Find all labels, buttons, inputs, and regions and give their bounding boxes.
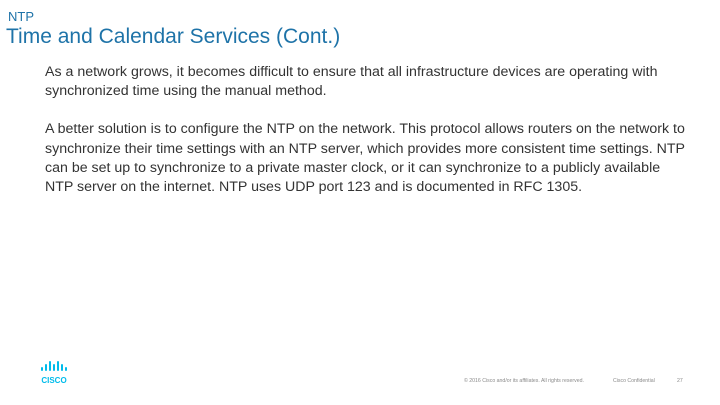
section-label: NTP <box>8 9 34 24</box>
body-paragraph: A better solution is to configure the NTP on the network. This protocol allows routers on the network to synchronize their time settings with an NTP server, which provides more consistent time settings. NTP can be set up to synchronize to a private master clock, or it can synchronize to a publicly available NTP server on the internet. NTP uses UDP port 123 and is documented in RFC 1305. <box>45 121 685 196</box>
confidentiality-label: Cisco Confidential <box>613 378 655 384</box>
page-number: 27 <box>677 378 683 384</box>
footer <box>0 375 720 387</box>
slide-body <box>45 63 685 216</box>
logo-wordmark: CISCO <box>41 376 67 385</box>
slide-title: Time and Calendar Services (Cont.) <box>6 25 341 48</box>
copyright-text: © 2016 Cisco and/or its affiliates. All rights reserved. <box>464 378 584 384</box>
body-paragraph: As a network grows, it becomes difficult to ensure that all infrastructure devices are operating with synchronized time using the manual method. <box>45 64 658 100</box>
